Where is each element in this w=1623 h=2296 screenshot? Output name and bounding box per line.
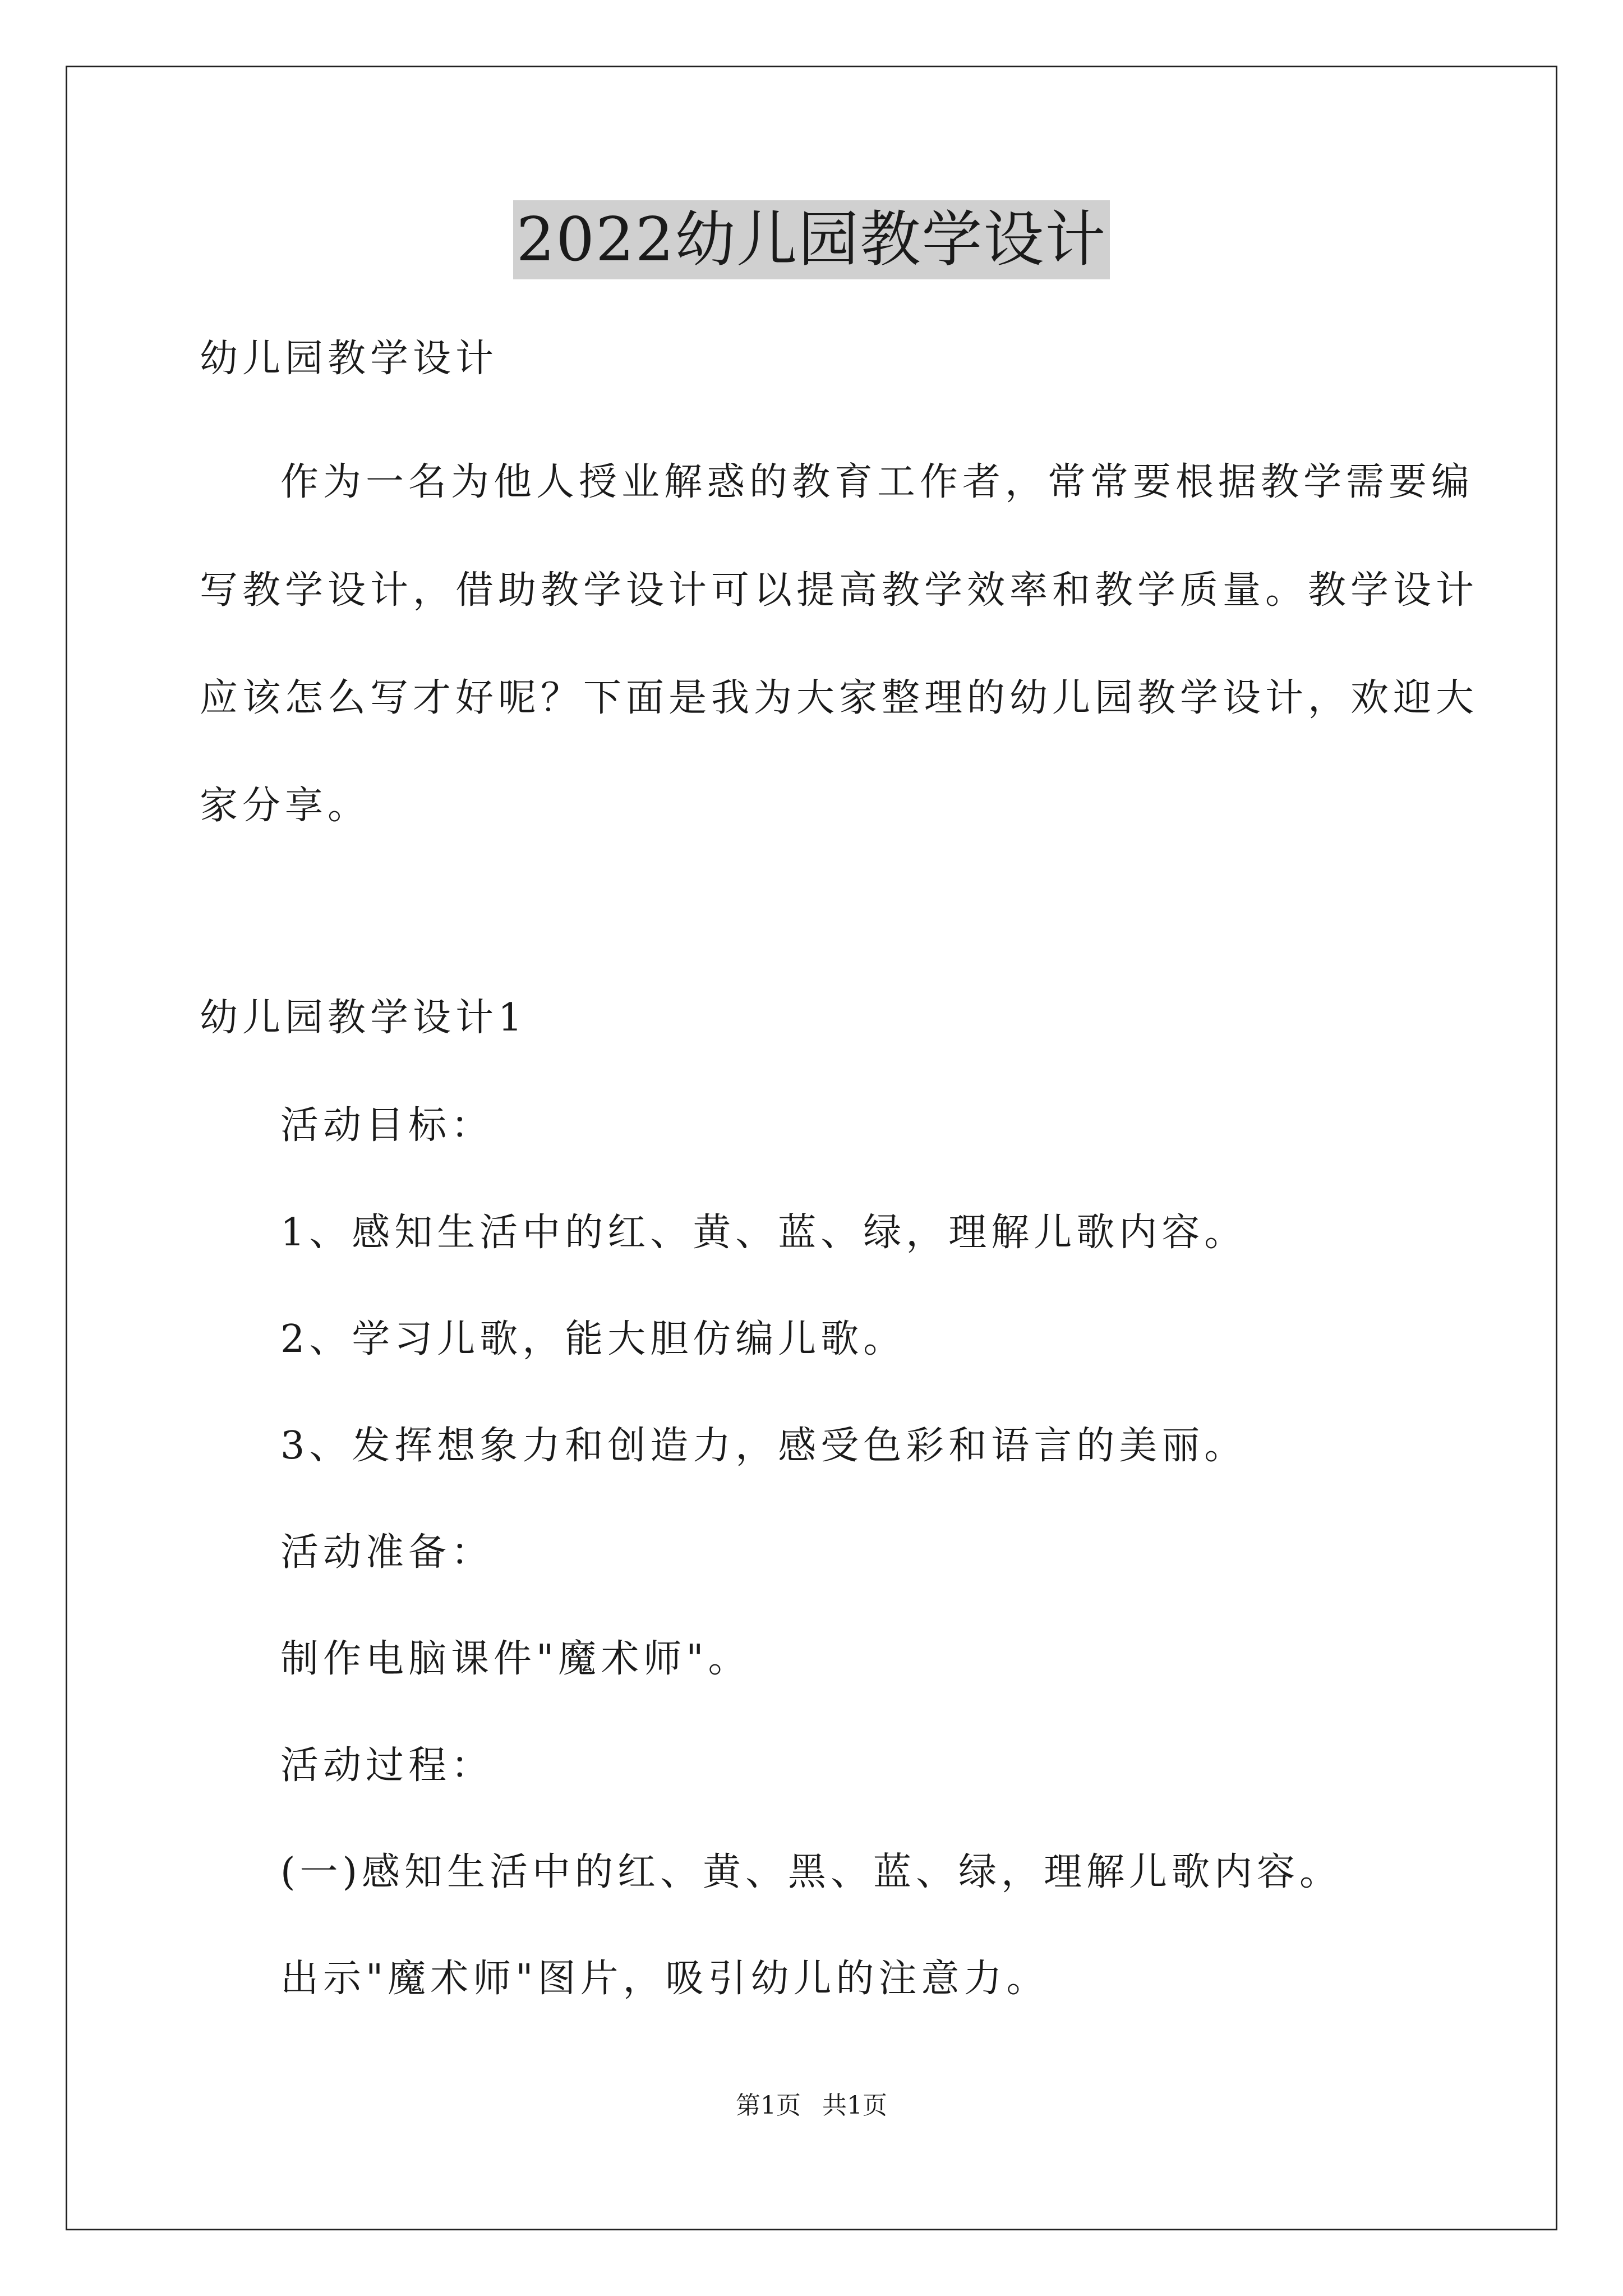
paragraph-line: 作为一名为他人授业解惑的教育工作者，常常要根据教学需要编 xyxy=(280,460,1474,504)
document-title-text: 2022幼儿园教学设计 xyxy=(513,200,1110,279)
paragraph-line: 家分享。 xyxy=(200,784,371,828)
paragraph-line: 应该怎么写才好呢？下面是我为大家整理的幼儿园教学设计，欢迎大 xyxy=(200,676,1479,720)
paragraph-line: 1、感知生活中的红、黄、蓝、绿，理解儿歌内容。 xyxy=(280,1211,1247,1255)
doc-heading: 幼儿园教学设计 xyxy=(200,337,499,381)
paragraph-line: 3、发挥想象力和创造力，感受色彩和语言的美丽。 xyxy=(280,1424,1247,1468)
paragraph-line: 写教学设计，借助教学设计可以提高教学效率和教学质量。教学设计 xyxy=(200,568,1479,613)
paragraph-line: (一)感知生活中的红、黄、黑、蓝、绿，理解儿歌内容。 xyxy=(280,1850,1343,1894)
paragraph-line: 活动目标： xyxy=(280,1103,494,1148)
paragraph-line: 出示"魔术师"图片，吸引幼儿的注意力。 xyxy=(280,1957,1049,2001)
paragraph-line: 活动准备： xyxy=(280,1530,494,1575)
document-title xyxy=(0,201,1623,279)
paragraph-line: 活动过程： xyxy=(280,1743,494,1788)
section-heading: 幼儿园教学设计1 xyxy=(200,996,527,1040)
paragraph-line: 2、学习儿歌，能大胆仿编儿歌。 xyxy=(280,1317,906,1361)
page-footer: 第1页 共1页 xyxy=(736,2091,887,2120)
paragraph-line: 制作电脑课件"魔术师"。 xyxy=(280,1637,751,1681)
